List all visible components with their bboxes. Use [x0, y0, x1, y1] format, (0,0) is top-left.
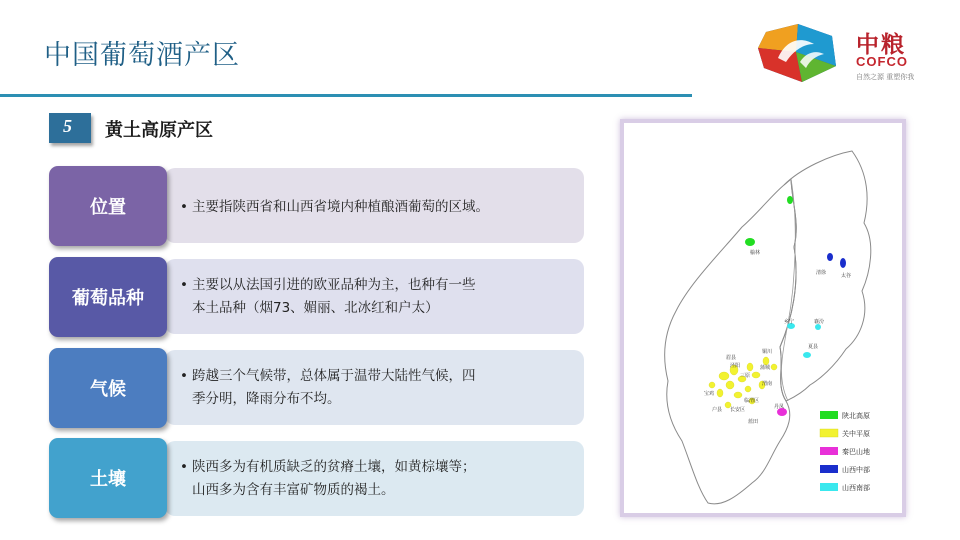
- map-label-sanyuan: 三原: [740, 373, 751, 379]
- section-title: 黄土高原产区: [105, 120, 213, 141]
- bullet-icon: •: [180, 368, 188, 384]
- logo-tagline: 自然之源 重塑你我: [856, 73, 915, 81]
- map-label-tongchuan: 铜川: [762, 349, 773, 355]
- legend-label-guanzhong: 关中平原: [842, 430, 870, 438]
- region-map-frame: [620, 119, 906, 517]
- bullet-icon: •: [180, 459, 188, 475]
- region-dot-north-2: [787, 196, 793, 204]
- row-soil-text: [180, 456, 557, 502]
- title-underline: [0, 94, 692, 97]
- row-climate-line-1: 跨越三个气候带，总体属于温带大陆性气候，四: [192, 368, 476, 384]
- map-label-lantian: 蓝田: [748, 419, 759, 425]
- row-location-text: [180, 196, 557, 219]
- region-dot-central-2: [840, 258, 846, 268]
- bullet-icon: •: [180, 277, 188, 293]
- legend-swatch-central: [820, 465, 838, 473]
- row-location-line-1: 主要指陕西省和山西省境内种植酿酒葡萄的区域。: [192, 199, 489, 215]
- map-label-xiangfen: 襄汾: [814, 319, 825, 325]
- map-label-pucheng: 蒲城: [760, 365, 771, 371]
- map-label-taigu: 太谷: [841, 273, 852, 279]
- region-dot-north-1: [745, 238, 755, 246]
- bullet-icon: •: [180, 199, 188, 215]
- river-boundary: [781, 179, 795, 401]
- map-label-changan: 长安区: [730, 407, 746, 413]
- cofco-logo: [756, 22, 926, 84]
- legend-label-north: 陕北高原: [842, 412, 870, 420]
- legend-swatch-qinba: [820, 447, 838, 455]
- map-label-baoji: 宝鸡: [704, 391, 715, 397]
- section-number-badge: [49, 113, 91, 143]
- row-location-label: 位置: [49, 166, 167, 246]
- legend-swatch-south: [820, 483, 838, 491]
- row-soil-label: 土壤: [49, 438, 167, 518]
- row-climate-line-2: 季分明，降雨分布不均。: [192, 391, 341, 407]
- row-climate-text: [180, 365, 557, 411]
- map-place-labels: [704, 249, 851, 425]
- row-variety-label: 葡萄品种: [49, 257, 167, 337]
- shaanxi-outline: [665, 179, 796, 504]
- map-label-weinan: 渭南: [762, 381, 773, 387]
- map-label-huxian: 户县: [712, 407, 723, 413]
- row-soil-line-2: 山西多为含有丰富矿物质的褐土。: [192, 482, 395, 498]
- map-label-linwei: 临渭区: [744, 398, 760, 404]
- row-variety-text: [180, 274, 557, 320]
- row-variety-line-1: 主要以从法国引进的欧亚品种为主，也种有一些: [192, 277, 476, 293]
- region-dot-central-1: [827, 253, 833, 261]
- map-label-xiaxian: 夏县: [808, 344, 819, 350]
- map-legend: [820, 411, 870, 492]
- region-map: [624, 123, 902, 513]
- section-number: 5: [63, 116, 72, 136]
- legend-label-central: 山西中部: [842, 466, 870, 474]
- legend-swatch-north: [820, 411, 838, 419]
- row-climate-label: 气候: [49, 348, 167, 428]
- map-label-meixian: 眉县: [726, 355, 737, 361]
- row-soil-line-1: 陕西多为有机质缺乏的贫瘠土壤，如黄棕壤等；: [192, 459, 476, 475]
- legend-label-south: 山西南部: [842, 484, 870, 492]
- map-label-danfeng: 丹凤: [774, 404, 785, 410]
- region-dot-south-3: [803, 352, 811, 358]
- map-label-yulin: 榆林: [750, 250, 761, 256]
- cofco-emblem-icon: [756, 22, 852, 84]
- legend-swatch-guanzhong: [820, 429, 838, 437]
- page-title: 中国葡萄酒产区: [44, 40, 240, 71]
- map-label-jingyang: 泾阳: [730, 363, 741, 369]
- row-variety-line-2: 本土品种（烟73、媚丽、北冰红和户太）: [192, 300, 439, 316]
- map-label-qingxu: 清徐: [816, 270, 827, 276]
- logo-brand-cn: 中粮: [856, 32, 906, 58]
- map-label-xiangning: 乡宁: [784, 319, 795, 325]
- legend-label-qinba: 秦巴山地: [842, 448, 870, 456]
- logo-brand-en: COFCO: [856, 54, 908, 69]
